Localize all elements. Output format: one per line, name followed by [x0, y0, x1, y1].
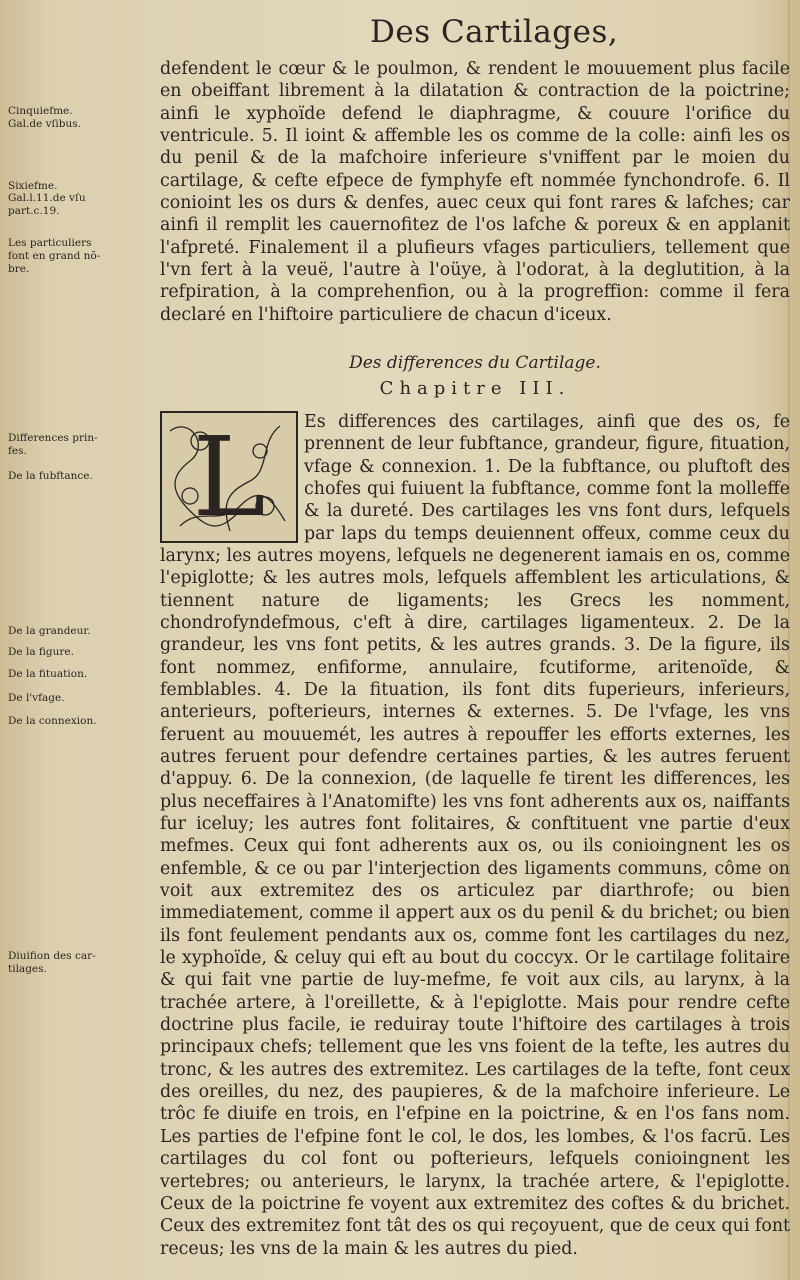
ornamental-initial-icon [160, 411, 298, 543]
page-edge-shadow [788, 0, 790, 1280]
main-text [160, 58, 790, 1260]
margin-note: tilages. [8, 963, 47, 975]
margin-note: Cinquiefme. [8, 105, 73, 117]
margin-note: Gal.de vſibus. [8, 118, 82, 130]
svg-text:L: L [192, 412, 266, 541]
margin-note: De la fituation. [8, 668, 88, 680]
margin-note: De la connexion. [8, 715, 97, 727]
section-title: Des differences du Cartilage. [349, 353, 601, 374]
body-paragraph: Es differences des cartilages, ainfi que des os, fe prennent de leur fubftance, grandeur, figure, fituation, vfage & connexion. 1. De la fubftance, ou pluftoft des chofes qui fuiuent la fubftance, comme font la molleffe & la dureté. Des cartilages les vns font durs, lefquels par laps du temps deuiennent offeux, comme ceux du larynx; les autres moyens, lefquels ne degenerent iamais en os, comme l'epiglotte; & les autres mols, lefquels affemblent les articulations, & tiennent nature de ligaments; les Grecs les nomment, chondrofyndefmous, c'eft à dire, cartilages ligamenteux. 2. De la grandeur, les vns font petits, & les autres grands. 3. De la figure, ils font nommez, enfiforme, annulaire, fcutiforme, aritenoïde, & femblables. 4. De la fituation, ils font dits fuperieurs, inferieurs, anterieurs, pofterieurs, internes & externes. 5. De l'vfage, les vns feruent au mouuemét, les autres à repouffer les efforts externes, les autres feruent pour defendre certaines parties, & les autres feruent d'appuy. 6. De la connexion, (de laquelle fe tirent les differences, les plus neceffaires à l'Anatomifte) les vns font adherents aux os, naiffants fur iceluy; les autres font folitaires, & conftituent vne partie d'eux mefmes. Ceux qui font adherents aux os, ou ils conioingnent les os enfemble, & ce ou par l'interjection des ligaments communs, côme on voit aux extremitez des os articulez par diarthrofe; ou bien immediatement, comme il appert aux os du penil & du brichet; ou bien ils font feulement pendants aux os, comme font les cartilages du nez, le xyphoïde, & celuy qui eft au bout du coccyx. Or le cartilage folitaire & qui fait vne partie de luy-mefme, fe voit aux cils, au larynx, à la trachée artere, à l'oreillette, & à l'epiglotte. Mais pour rendre cefte doctrine plus facile, ie reduiray toute l'hiftoire des cartilages à trois principaux chefs; tellement que les vns foient de la tefte, les autres du tronc, & les autres des extremitez. Les cartilages de la tefte, font ceux des oreilles, du nez, des paupieres, & de la mafchoire inferieure. Le trôc fe diuife en trois, en l'efpine en la poictrine, & en l'os fans nom. Les parties de l'efpine font le col, le dos, les lombes, & l'os facrū. Les cartilages du col font ou pofterieurs, lefquels conioingnent les vertebres; ou anterieurs, le larynx, la trachée artere, & l'epiglotte. Ceux de la poictrine fe voyent aux extremitez des coftes & du brichet. Ceux des extremitez font tât des os qui reçoyuent, que de ceux qui font receus; les vns de la main & les autres du pied. [160, 411, 791, 1259]
margin-note: fes. [8, 445, 27, 457]
margin-note: bre. [8, 263, 30, 275]
margin-note: Sixiefme. [8, 180, 58, 192]
margin-notes [0, 0, 150, 1280]
page-title: Des Cartilages, [370, 14, 619, 50]
margin-note: part.c.19. [8, 205, 60, 217]
margin-note: De la figure. [8, 646, 74, 658]
margin-note: De la grandeur. [8, 625, 91, 637]
margin-note: De la fubftance. [8, 470, 93, 482]
margin-note: Differences prin- [8, 432, 98, 444]
chapter-title: Chapitre III. [379, 378, 571, 400]
intro-paragraph: defendent le cœur & le poulmon, & rendent le mouuement plus facile en obeiffant librement à la dilatation & contraction de la poictrine; ainfi le xyphoïde defend le diaphragme, & couure l'orifice du ventricule. 5. Il ioint & affemble les os comme de la colle: ainfi les os du penil & de la mafchoire inferieure s'vniffent par le moien du cartilage, & cefte efpece de fymphyfe eft nommée fynchondrofe. 6. Il conioint les os durs & denfes, auec ceux qui font rares & lafches; car ainfi il remplit les cauernofitez de l'os lafche & poreux & en applanit l'afpreté. Finalement il a plufieurs vfages particuliers, tellement que l'vn fert à la veuë, l'autre à l'oüye, à l'odorat, à la deglutition, à la refpiration, à la comprehenfion, ou à la progreffion: comme il fera declaré en l'hiftoire particuliere de chacun d'iceux. [160, 59, 790, 325]
margin-note: font en grand nõ- [8, 250, 101, 262]
margin-note: Les particuliers [8, 237, 92, 249]
margin-note: De l'vfage. [8, 692, 65, 704]
margin-note: Diuifion des car- [8, 950, 96, 962]
margin-note: Gal.l.11.de vſu [8, 192, 86, 204]
